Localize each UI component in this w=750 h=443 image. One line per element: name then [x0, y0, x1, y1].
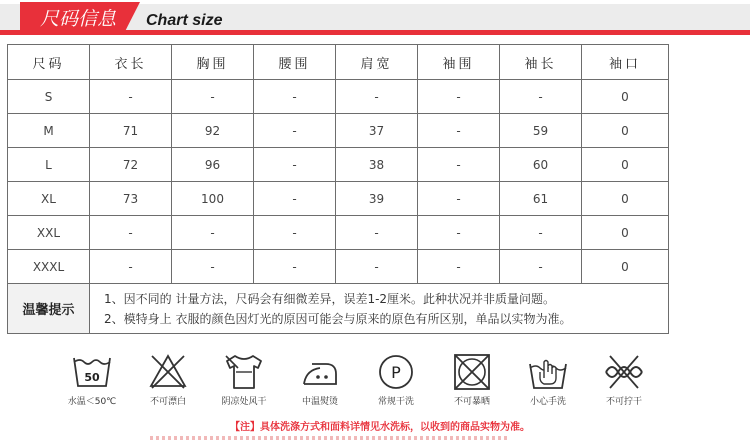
table-row [8, 148, 669, 182]
table-cell: 96 [172, 148, 254, 182]
table-cell: - [90, 216, 172, 250]
table-cell: 37 [336, 114, 418, 148]
section-title-en: Chart size [146, 12, 223, 29]
table-cell: - [172, 216, 254, 250]
care-item-no-sun [431, 352, 513, 412]
table-row [8, 114, 669, 148]
table-cell: 71 [90, 114, 172, 148]
col-header-waist: 腰围 [254, 45, 336, 80]
table-cell: XXL [8, 216, 90, 250]
table-cell: - [172, 250, 254, 284]
table-cell: - [418, 80, 500, 114]
table-cell: XXXL [8, 250, 90, 284]
table-cell: - [254, 80, 336, 114]
col-header-cuff: 袖口 [582, 45, 669, 80]
care-item-no-wring [583, 352, 665, 412]
size-chart-table [7, 44, 669, 334]
care-item-hand-wash [507, 352, 589, 412]
hand-wash-icon [526, 352, 570, 392]
table-cell: - [500, 80, 582, 114]
table-cell: 0 [582, 216, 669, 250]
table-cell: - [336, 216, 418, 250]
table-cell: - [418, 114, 500, 148]
care-item-iron [279, 352, 361, 412]
note-label: 温馨提示 [8, 284, 90, 334]
table-cell: - [500, 216, 582, 250]
table-cell: S [8, 80, 90, 114]
col-header-sleeve: 袖长 [500, 45, 582, 80]
table-cell: 38 [336, 148, 418, 182]
table-cell: 59 [500, 114, 582, 148]
care-label: 水温＜50℃ [67, 397, 117, 407]
table-header-row [8, 45, 669, 80]
footer-dotted-line [150, 436, 510, 440]
table-cell: - [418, 250, 500, 284]
table-cell: 92 [172, 114, 254, 148]
table-cell: 100 [172, 182, 254, 216]
note-line-2: 2、模特身上 衣服的颜色因灯光的原因可能会与原来的原色有所区别，单品以实物为准。 [104, 311, 572, 326]
shade-dry-icon [222, 352, 266, 392]
care-label: 小心手洗 [529, 397, 566, 407]
table-cell: 0 [582, 182, 669, 216]
dry-clean-p-icon [374, 352, 418, 392]
care-item-bleach [127, 352, 209, 412]
care-item-wash [51, 352, 133, 412]
care-footer-note: 【注】具体洗涤方式和面料详情见水洗标，以收到的商品实物为准。 [230, 422, 530, 433]
section-title-cn: 尺码信息 [40, 8, 117, 30]
table-row [8, 80, 669, 114]
table-cell: 0 [582, 114, 669, 148]
col-header-chest: 胸围 [172, 45, 254, 80]
col-header-size: 尺码 [8, 45, 90, 80]
care-label: 不可拧干 [605, 397, 642, 407]
col-header-length: 衣长 [90, 45, 172, 80]
dry-clean-letter: P [391, 363, 401, 382]
note-line-1: 1、因不同的 计量方法，尺码会有细微差异，误差1-2厘米。此种状况并非质量问题。 [104, 291, 556, 306]
col-header-armhole: 袖围 [418, 45, 500, 80]
table-cell: XL [8, 182, 90, 216]
wash-temp-text: 50 [84, 371, 100, 384]
table-cell: - [418, 182, 500, 216]
table-cell: 61 [500, 182, 582, 216]
care-label: 不可暴晒 [453, 397, 490, 407]
table-cell: - [336, 80, 418, 114]
table-cell: - [90, 250, 172, 284]
section-header [0, 0, 750, 40]
table-cell: - [254, 182, 336, 216]
no-bleach-icon [146, 352, 190, 392]
table-cell: - [254, 148, 336, 182]
table-cell: M [8, 114, 90, 148]
no-wring-icon [602, 352, 646, 392]
table-cell: - [254, 216, 336, 250]
care-item-shade-dry [203, 352, 285, 412]
table-cell: - [254, 114, 336, 148]
table-cell: - [418, 216, 500, 250]
table-cell: 0 [582, 148, 669, 182]
table-cell: 72 [90, 148, 172, 182]
table-cell: 39 [336, 182, 418, 216]
table-cell: 0 [582, 250, 669, 284]
table-cell: 60 [500, 148, 582, 182]
table-cell: 73 [90, 182, 172, 216]
table-cell: - [90, 80, 172, 114]
medium-iron-icon [298, 352, 342, 392]
table-cell: L [8, 148, 90, 182]
note-text [90, 284, 669, 334]
care-label: 不可漂白 [149, 397, 186, 407]
table-cell: - [254, 250, 336, 284]
table-row [8, 216, 669, 250]
table-row [8, 182, 669, 216]
col-header-shoulder: 肩宽 [336, 45, 418, 80]
care-label: 常规干洗 [377, 397, 414, 407]
care-item-dry-clean [355, 352, 437, 412]
no-tumble-dry-icon [450, 352, 494, 392]
table-row [8, 250, 669, 284]
care-label: 中温熨烫 [301, 397, 338, 407]
table-cell: - [336, 250, 418, 284]
table-cell: - [500, 250, 582, 284]
table-cell: - [418, 148, 500, 182]
wash-50-icon [70, 352, 114, 392]
table-cell: - [172, 80, 254, 114]
care-label: 阴凉处风干 [221, 397, 267, 407]
table-note-row [8, 284, 669, 334]
table-cell: 0 [582, 80, 669, 114]
